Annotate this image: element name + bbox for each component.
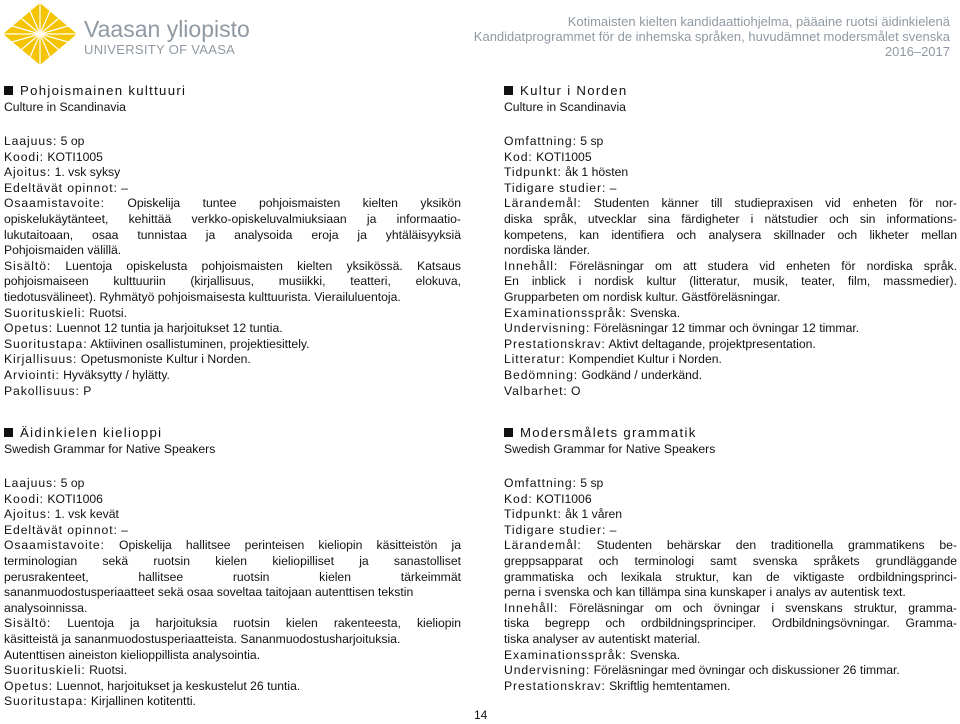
- field-ajoitus: Ajoitus: 1. vsk syksy: [4, 165, 121, 180]
- field-tidigare: Tidigare studier: –: [504, 180, 617, 195]
- program-header: [474, 14, 950, 59]
- field-larandemal: Lärandemål: Studenten behärskar den traditionella grammatikens be-: [504, 538, 957, 553]
- text-line: perna i svenska och kan tillämpa sina kunskaper i analys av autentisk text.: [504, 585, 906, 600]
- academic-year: 2016–2017: [884, 44, 950, 59]
- field-prestationskrav: Prestationskrav: Skriftlig hemtentamen.: [504, 678, 731, 693]
- text-line: grammatiska och lexikala struktur, kan de viktigaste ordbildningsprinci-: [504, 569, 957, 584]
- text-line: tiska begrepp och ordbildningsprinciper. Ordbildningsövningar. Gramma-: [504, 616, 957, 631]
- logo-subtitle: UNIVERSITY OF VAASA: [84, 42, 236, 57]
- field-valbarhet: Valbarhet: O: [504, 383, 581, 398]
- university-logo: [2, 2, 78, 66]
- program-name-sv: Kandidatprogrammet för de inhemska språken, huvudämnet modersmålet svenska: [473, 29, 950, 44]
- section-subtitle: Swedish Grammar for Native Speakers: [504, 442, 716, 456]
- field-undervisning: Undervisning: Föreläsningar med övningar och diskussioner 26 timmar.: [504, 663, 900, 678]
- field-osaamistavoite: Osaamistavoite: Opiskelija tuntee pohjoismaisten kielten yksikön: [4, 196, 461, 211]
- logo-title: Vaasan yliopisto: [84, 16, 250, 42]
- field-undervisning: Undervisning: Föreläsningar 12 timmar och övningar 12 timmar.: [504, 321, 860, 336]
- text-line: nordiska länder.: [504, 243, 591, 258]
- text-line: lukutaitoaan, osaa tunnistaa ja analysoida eroja ja yhtäläisyyksiä: [4, 227, 461, 242]
- field-edeltavat: Edeltävät opinnot: –: [4, 522, 128, 537]
- field-laajuus: Laajuus: 5 op: [4, 134, 85, 148]
- field-koodi: Koodi: KOTI1006: [4, 491, 103, 506]
- text-line: tiska analyser av autentiskt material.: [504, 631, 701, 646]
- text-line: greppsapparat och terminologi samt svenska språkets grundläggande: [504, 553, 957, 568]
- field-suorituskieli: Suorituskieli: Ruotsi.: [4, 305, 128, 320]
- field-omfattning: Omfattning: 5 sp: [504, 476, 604, 490]
- field-examinationssprak: Examinationsspråk: Svenska.: [504, 305, 681, 320]
- text-line: analysoinnissa.: [4, 600, 88, 615]
- course-sv-culture: [504, 82, 957, 399]
- field-suoritustapa: Suoritustapa: Kirjallinen kotitentti.: [4, 694, 196, 709]
- course-fi-culture: [4, 82, 461, 399]
- field-tidigare: Tidigare studier: –: [504, 522, 617, 537]
- field-sisalto: Sisältö: Luentoja opiskelusta pohjoismaisten kielten yksikössä. Katsaus: [4, 258, 461, 273]
- field-edeltavat: Edeltävät opinnot: –: [4, 180, 128, 195]
- text-line: sananmuodostusperiaatteet sekä osaa soveltaa taitojaan autenttisen tekstin: [4, 585, 414, 600]
- section-subtitle: Swedish Grammar for Native Speakers: [4, 442, 216, 456]
- field-opetus: Opetus: Luennot, harjoitukset ja keskustelut 26 tuntia.: [4, 678, 301, 693]
- field-arviointi: Arviointi: Hyväksytty / hylätty.: [4, 367, 170, 382]
- course-sv-grammar: [504, 424, 957, 694]
- text-line: opiskelukäytänteet, kehittää verkko-opiskeluvalmiuksiaan ja informaatio-: [4, 211, 461, 226]
- text-line: käsitteistä ja sananmuodostusperiaatteista. Sananmuodostusharjoituksia.: [4, 631, 401, 646]
- field-innehall: Innehåll: Föreläsningar om att studera vid enheten för nordiska språk.: [504, 258, 957, 273]
- field-ajoitus: Ajoitus: 1. vsk kevät: [4, 507, 119, 522]
- text-line: Autenttisen aineiston kielioppillista analysointia.: [4, 647, 261, 662]
- field-osaamistavoite: Osaamistavoite: Opiskelija hallitsee perinteisen kieliopin käsitteistön ja: [4, 538, 461, 553]
- course-fi-grammar: [4, 424, 461, 710]
- field-kirjallisuus: Kirjallisuus: Opetusmoniste Kultur i Norden.: [4, 352, 251, 367]
- field-pakollisuus: Pakollisuus: P: [4, 383, 92, 398]
- field-opetus: Opetus: Luennot 12 tuntia ja harjoitukset 12 tuntia.: [4, 321, 283, 336]
- field-suoritustapa: Suoritustapa: Aktiivinen osallistuminen, projektiesittely.: [4, 336, 310, 351]
- field-sisalto: Sisältö: Luentoja ja harjoituksia ruotsin kielen rakenteesta, kieliopin: [4, 616, 461, 631]
- field-litteratur: Litteratur: Kompendiet Kultur i Norden.: [504, 352, 722, 367]
- field-koodi: Koodi: KOTI1005: [4, 149, 103, 164]
- field-suorituskieli: Suorituskieli: Ruotsi.: [4, 663, 128, 678]
- section-title: Äidinkielen kielioppi: [4, 424, 461, 441]
- program-name-fi: Kotimaisten kielten kandidaattiohjelma, pääaine ruotsi äidinkielenä: [567, 14, 950, 29]
- field-tidpunkt: Tidpunkt: åk 1 hösten: [504, 165, 629, 180]
- text-line: tiedotusvälineet). Ryhmätyö pohjoismaisesta kulttuurista. Vierailuluentoja.: [4, 289, 401, 304]
- section-title: Modersmålets grammatik: [504, 424, 957, 441]
- text-line: pohjoismaiseen kulttuuriin (kirjallisuus, musiikki, teatteri, elokuva,: [4, 274, 461, 289]
- field-kod: Kod: KOTI1005: [504, 149, 592, 164]
- field-tidpunkt: Tidpunkt: åk 1 våren: [504, 507, 623, 522]
- field-prestationskrav: Prestationskrav: Aktivt deltagande, projektpresentation.: [504, 336, 816, 351]
- text-line: terminologian sekä ruotsin kielen kieliopilliset ja sanastolliset: [4, 553, 461, 568]
- text-line: kompetens, kan identifiera och analysera skillnader och likheter mellan: [504, 227, 957, 242]
- page-number: 14: [474, 708, 488, 722]
- text-line: En inblick i nordisk kultur (litteratur, musik, teater, film, massmedier).: [504, 274, 957, 289]
- field-larandemal: Lärandemål: Studenten känner till studiepraxisen vid enheten för nor-: [504, 196, 957, 211]
- text-line: Pohjoismaiden välillä.: [4, 243, 122, 258]
- field-innehall: Innehåll: Föreläsningar om och övningar i svenskans struktur, gramma-: [504, 600, 957, 615]
- section-subtitle: Culture in Scandinavia: [504, 100, 626, 114]
- field-examinationssprak: Examinationsspråk: Svenska.: [504, 647, 681, 662]
- field-omfattning: Omfattning: 5 sp: [504, 134, 604, 148]
- section-subtitle: Culture in Scandinavia: [4, 100, 126, 114]
- section-title: Kultur i Norden: [504, 82, 957, 99]
- section-title: Pohjoismainen kulttuuri: [4, 82, 461, 99]
- field-kod: Kod: KOTI1006: [504, 491, 592, 506]
- field-laajuus: Laajuus: 5 op: [4, 476, 85, 490]
- brand: [84, 16, 250, 57]
- text-line: perusrakenteet, hallitsee ruotsin kielen tärkeimmät: [4, 569, 461, 584]
- text-line: diska språk, utvecklar sina färdigheter i nätstudier och sin informations-: [504, 211, 957, 226]
- field-bedomning: Bedömning: Godkänd / underkänd.: [504, 367, 703, 382]
- text-line: Grupparbeten om nordisk kultur. Gästföreläsningar.: [504, 289, 781, 304]
